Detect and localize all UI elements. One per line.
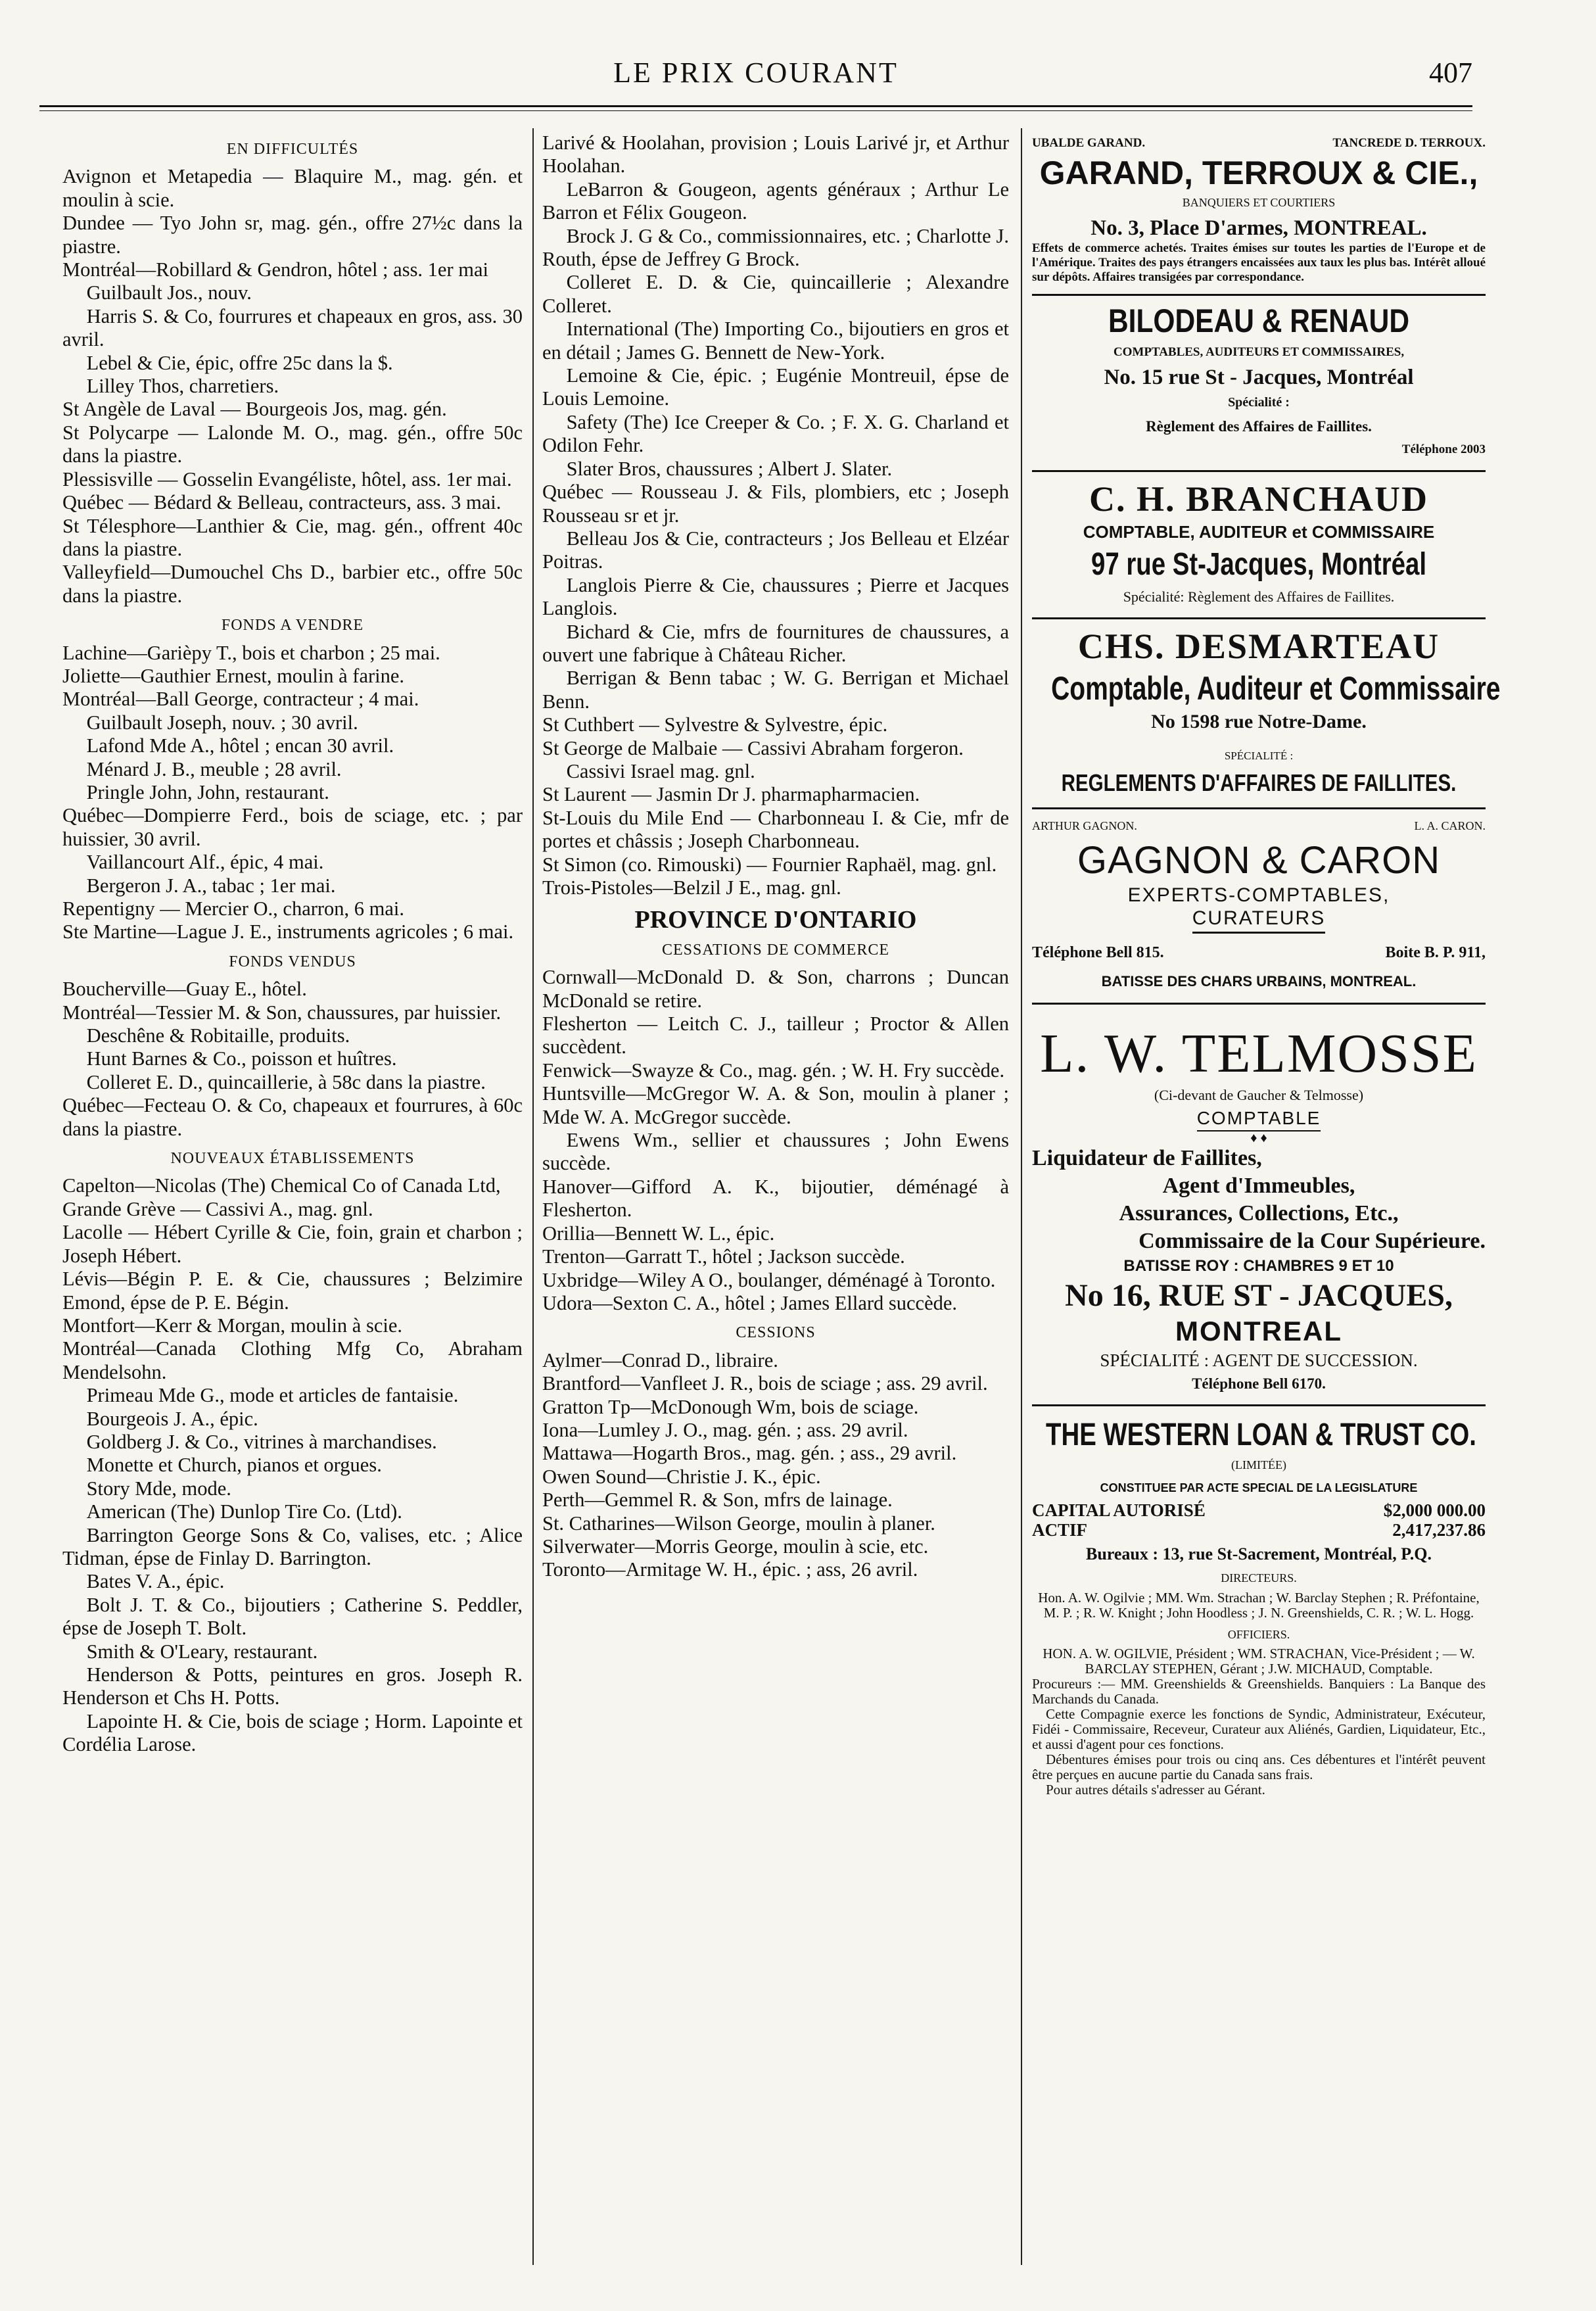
ad-line: Assurances, Collections, Etc., [1119,1201,1399,1226]
entry: Cornwall—McDonald D. & Son, charrons ; Duncan McDonald se retire. [542,966,1009,1012]
entry: LeBarron & Gougeon, agents généraux ; Arthur Le Barron et Félix Gougeon. [542,178,1009,224]
ad-title: THE WESTERN LOAN & TRUST CO. [1046,1417,1476,1452]
entry: Langlois Pierre & Cie, chaussures ; Pierre et Jacques Langlois. [542,573,1009,620]
ad-line: MONTREAL [1175,1315,1342,1346]
ad-branchaud [1032,472,1486,619]
ad-partner-right: TANCREDE D. TERROUX. [1332,136,1486,150]
column-divider [532,128,534,2265]
ad-title: C. H. BRANCHAUD [1089,479,1428,519]
entry: Brock J. G & Co., commissionnaires, etc. ; Charlotte J. Routh, épse de Jeffrey G Brock. [542,224,1009,271]
entry: Gratton Tp—McDonough Wm, bois de sciage. [542,1395,919,1418]
ad-text: Débentures émises pour trois ou cinq ans. Ces débentures et l'intérêt peuvent être perçues en aucune partie du Canada sans frais. [1032,1751,1486,1782]
entry: Aylmer—Conrad D., libraire. [542,1348,778,1371]
ad-ltd: (LIMITÉE) [1231,1458,1286,1471]
entry: St Télesphore—Lanthier & Cie, mag. gén., offrent 40c dans la piastre. [62,514,523,560]
entry: Uxbridge—Wiley A O., boulanger, déménagé à Toronto. [542,1268,996,1291]
entry: Boucherville—Guay E., hôtel. [62,978,307,1001]
ad-directors: Hon. A. W. Ogilvie ; MM. Wm. Strachan ; W. Barclay Stephen ; R. Préfontaine, M. P. ; R. W. Knight ; John Hoodless ; J. N. Greenshields, C. R. ; W. L. Hogg. [1038,1589,1480,1621]
ad-phone: Téléphone Bell 815. [1032,943,1164,961]
entry: Lapointe H. & Cie, bois de sciage ; Horm. Lapointe et Cordélia Larose. [62,1709,523,1756]
entry: Lafond Mde A., hôtel ; encan 30 avril. [86,734,394,757]
entry: Berrigan & Benn tabac ; W. G. Berrigan et Michael Benn. [542,667,1009,713]
ad-previous: (Ci-devant de Gaucher & Telmosse) [1154,1086,1364,1103]
section-heading: FONDS VENDUS [229,953,356,970]
entry: Montréal—Robillard & Gendron, hôtel ; ass. 1er mai [62,258,488,281]
section-heading: NOUVEAUX ÉTABLISSEMENTS [170,1150,415,1168]
entry: St Angèle de Laval — Bourgeois Jos, mag. gén. [62,398,447,421]
header-rule [39,105,1472,107]
ad-constitution: CONSTITUEE PAR ACTE SPECIAL DE LA LEGISLATURE [1100,1481,1418,1495]
ad-line: Agent d'Immeubles, [1162,1173,1355,1198]
ad-text: Pour autres détails s'adresser au Gérant. [1046,1781,1265,1798]
entry: Harris S. & Co, fourrures et chapeaux en gros, ass. 30 avril. [62,304,523,351]
entry: Ste Martine—Lague J. E., instruments agricoles ; 6 mai. [62,920,514,943]
section-heading: EN DIFFICULTÉS [226,141,359,158]
entry: Colleret E. D., quincaillerie, à 58c dans la piastre. [86,1070,486,1093]
ad-title: CHS. DESMARTEAU [1077,627,1440,667]
ad-garand-terroux [1032,131,1486,296]
ad-title: BILODEAU & RENAUD [1108,302,1410,339]
entry: Larivé & Hoolahan, provision ; Louis Larivé jr, et Arthur Hoolahan. [542,131,1009,178]
province-heading: PROVINCE D'ONTARIO [634,906,917,934]
entry: Lévis—Bégin P. E. & Cie, chaussures ; Belzimire Emond, épse de P. E. Bégin. [62,1268,523,1314]
entry: Hunt Barnes & Co., poisson et huîtres. [86,1047,397,1070]
entry: Brantford—Vanfleet J. R., bois de sciage ; ass. 29 avril. [542,1372,988,1395]
entry: St. Catharines—Wilson George, moulin à planer. [542,1512,935,1535]
ad-subtitle2: CURATEURS [1192,907,1325,933]
ad-address: No 1598 rue Notre-Dame. [1151,711,1367,733]
ad-partner-left: UBALDE GARAND. [1032,136,1146,150]
ad-gagnon-caron [1032,809,1486,1005]
ad-assets-label: ACTIF [1032,1519,1088,1540]
ad-desmarteau [1032,619,1501,809]
entry: Ewens Wm., sellier et chaussures ; John Ewens succède. [542,1129,1009,1175]
entry: Silverwater—Morris George, moulin à scie, etc. [542,1535,929,1558]
entry: Story Mde, mode. [86,1477,231,1500]
entry: Québec — Bédard & Belleau, contracteurs, ass. 3 mai. [62,491,502,514]
ad-specialty: REGLEMENTS D'AFFAIRES DE FAILLITES. [1061,769,1457,796]
entry: Bates V. A., épic. [86,1570,225,1593]
entry: Barrington George Sons & Co, valises, etc. ; Alice Tidman, épse de Finlay D. Barrington. [62,1523,523,1569]
entry: Bergeron J. A., tabac ; 1er mai. [86,874,336,897]
entry: Guilbault Joseph, nouv. ; 30 avril. [86,711,358,734]
entry: International (The) Importing Co., bijoutiers en gros et en détail ; James G. Bennett de New-York. [542,318,1009,364]
entry: Goldberg J. & Co., vitrines à marchandises. [86,1430,437,1453]
ad-partner-right: L. A. CARON. [1414,819,1486,832]
ad-specialty: Règlement des Affaires de Faillites. [1146,417,1372,435]
ad-box: Boite B. P. 911, [1385,943,1486,961]
ad-line: No 16, RUE ST - JACQUES, [1065,1277,1453,1313]
entry: Mattawa—Hogarth Bros., mag. gén. ; ass., 29 avril. [542,1442,957,1465]
ad-address: No. 3, Place D'armes, MONTREAL. [1091,216,1427,240]
column-divider [1021,128,1022,2265]
ad-subtitle: COMPTABLE, AUDITEUR et COMMISSAIRE [1083,522,1435,542]
ad-capital-label: CAPITAL AUTORISÉ [1032,1500,1206,1520]
ad-line: BATISSE ROY : CHAMBRES 9 ET 10 [1123,1256,1394,1275]
page-number: 407 [1429,57,1472,89]
entry: Lemoine & Cie, épic. ; Eugénie Montreuil, épse de Louis Lemoine. [542,364,1009,410]
entry: Pringle John, John, restaurant. [86,780,329,803]
ad-assets-value: 2,417,237.86 [1392,1519,1486,1540]
entry: Québec — Rousseau J. & Fils, plombiers, etc ; Joseph Rousseau sr et jr. [542,481,1009,527]
entry: St Polycarpe — Lalonde M. O., mag. gén., offre 50c dans la piastre. [62,421,523,467]
ad-subtitle: EXPERTS-COMPTABLES, [1127,884,1390,907]
entry: Repentigny — Mercier O., charron, 6 mai. [62,897,405,920]
section-heading: CESSATIONS DE COMMERCE [661,941,890,959]
ad-text: Effets de commerce achetés. Traites émises sur toutes les parties de l'Europe et de l'Amérique. Traites des pays étrangers encaissées aux taux les plus bas. Intérêt alloué sur dépôts. Affaires transigées par correspondance. [1032,241,1486,284]
entry: Lilley Thos, charretiers. [86,375,279,398]
ad-subtitle: COMPTABLES, AUDITEURS ET COMMISSAIRES, [1113,345,1405,359]
entry: Colleret E. D. & Cie, quincaillerie ; Alexandre Colleret. [542,271,1009,317]
entry: St Simon (co. Rimouski) — Fournier Raphaël, mag. gnl. [542,853,997,876]
ad-address: BATISSE DES CHARS URBAINS, MONTREAL. [1101,973,1417,990]
entry: Deschêne & Robitaille, produits. [86,1024,350,1047]
entry: Capelton—Nicolas (The) Chemical Co of Canada Ltd, [62,1174,501,1197]
ad-title: GARAND, TERROUX & CIE., [1039,155,1478,192]
entry: Valleyfield—Dumouchel Chs D., barbier etc., offre 50c dans la piastre. [62,561,523,607]
entry: Cassivi Israel mag. gnl. [566,759,755,782]
entry: Bolt J. T. & Co., bijoutiers ; Catherine S. Peddler, épse de Joseph T. Bolt. [62,1593,523,1640]
entry: Vaillancourt Alf., épic, 4 mai. [86,851,324,874]
ad-specialty-label: SPÉCIALITÉ : [1224,750,1294,763]
section-heading: CESSIONS [736,1324,816,1342]
entry: Dundee — Tyo John sr, mag. gén., offre 27½c dans la piastre. [62,212,523,258]
entry: Avignon et Metapedia — Blaquire M., mag. gén. et moulin à scie. [62,165,523,211]
entry: Trenton—Garratt T., hôtel ; Jackson succède. [542,1245,905,1268]
ad-line: Liquidateur de Faillites, [1032,1145,1262,1170]
entry: Monette et Church, pianos et orgues. [86,1454,382,1477]
entry: Henderson & Potts, peintures en gros. Joseph R. Henderson et Chs H. Potts. [62,1663,523,1709]
entry: Montréal—Canada Clothing Mfg Co, Abraham Mendelsohn. [62,1337,523,1383]
header-rule-thin [39,110,1472,111]
entry: Orillia—Bennett W. L., épic. [542,1222,775,1245]
ad-subtitle: COMPTABLE [1197,1107,1321,1131]
column-middle [542,131,1009,1582]
entry: Safety (The) Ice Creeper & Co. ; F. X. G. Charland et Odilon Fehr. [542,410,1009,457]
entry: Montréal—Ball George, contracteur ; 4 mai. [62,688,419,711]
entry: St-Louis du Mile End — Charbonneau I. & Cie, mfr de portes et châssis ; Joseph Charbonneau. [542,806,1009,853]
ad-bilodeau-renaud [1032,296,1486,473]
entry: Québec—Dompierre Ferd., bois de sciage, etc. ; par huissier, 30 avril. [62,804,523,850]
running-title: LE PRIX COURANT [613,57,899,89]
ad-line: Commissaire de la Cour Supérieure. [1138,1228,1486,1253]
entry: Lebel & Cie, épic, offre 25c dans la $. [86,351,393,374]
ad-phone: Téléphone Bell 6170. [1192,1375,1326,1392]
entry: Belleau Jos & Cie, contracteurs ; Jos Belleau et Elzéar Poitras. [542,527,1009,573]
entry: Trois-Pistoles—Belzil J E., mag. gnl. [542,876,841,899]
entry: American (The) Dunlop Tire Co. (Ltd). [86,1500,402,1523]
ad-text: Procureurs :— MM. Greenshields & Greenshields. Banquiers : La Banque des Marchands du Canada. [1032,1675,1486,1707]
ad-specialty: Spécialité: Règlement des Affaires de Faillites. [1123,588,1395,605]
ad-officers: HON. A. W. OGILVIE, Président ; WM. STRACHAN, Vice-Président ; — W. BARCLAY STEPHEN, Gérant ; J.W. MICHAUD, Comptable. [1043,1645,1475,1677]
ad-title: L. W. TELMOSSE [1040,1022,1478,1084]
page-header [39,56,1472,95]
column-ads [1032,131,1501,1798]
entry: Québec—Fecteau O. & Co, chapeaux et fourrures, à 60c dans la piastre. [62,1094,523,1140]
column-left [62,131,523,1757]
ad-telmosse [1032,1005,1486,1406]
section-heading: FONDS A VENDRE [221,617,364,634]
entry: Grande Grève — Cassivi A., mag. gnl. [62,1197,373,1220]
entry: Smith & O'Leary, restaurant. [86,1640,318,1663]
entry: Bichard & Cie, mfrs de fournitures de chaussures, a ouvert une fabrique à Château Richer. [542,620,1009,666]
ad-officers-heading: OFFICIERS. [1227,1627,1290,1641]
ad-specialty-label: Spécialité : [1228,395,1290,410]
entry: St Laurent — Jasmin Dr J. pharmapharmacien. [542,783,920,806]
entry: St Cuthbert — Sylvestre & Sylvestre, épic. [542,713,888,736]
ad-subtitle: BANQUIERS ET COURTIERS [1182,196,1336,210]
entry: Lacolle — Hébert Cyrille & Cie, foin, grain et charbon ; Joseph Hébert. [62,1221,523,1267]
entry: St George de Malbaie — Cassivi Abraham forgeron. [542,736,964,759]
entry: Montréal—Tessier M. & Son, chaussures, par huissier. [62,1001,502,1024]
ad-title: GAGNON & CARON [1077,839,1441,882]
ad-address: No. 15 rue St - Jacques, Montréal [1104,366,1414,390]
entry: Joliette—Gauthier Ernest, moulin à farine. [62,664,405,687]
ad-subtitle: Comptable, Auditeur et Commissaire [1051,670,1501,707]
ad-capital-value: $2,000 000.00 [1383,1500,1486,1520]
ad-phone: Téléphone 2003 [1401,442,1486,457]
ad-address: 97 rue St-Jacques, Montréal [1091,546,1427,582]
entry: Ménard J. B., meuble ; 28 avril. [86,757,342,780]
entry: Montfort—Kerr & Morgan, moulin à scie. [62,1314,402,1337]
ad-line: SPÉCIALITÉ : AGENT DE SUCCESSION. [1100,1350,1418,1370]
entry: Udora—Sexton C. A., hôtel ; James Ellard succède. [542,1291,958,1314]
entry: Lachine—Garièpy T., bois et charbon ; 25 mai. [62,641,440,664]
ad-western-loan [1032,1406,1486,1798]
entry: Perth—Gemmel R. & Son, mfrs de lainage. [542,1489,893,1512]
entry: Iona—Lumley J. O., mag. gén. ; ass. 29 avril. [542,1418,908,1441]
entry: Hanover—Gifford A. K., bijoutier, déménagé à Flesherton. [542,1175,1009,1222]
entry: Slater Bros, chaussures ; Albert J. Slater. [566,457,893,480]
entry: Toronto—Armitage W. H., épic. ; ass, 26 avril. [542,1558,918,1581]
entry: Primeau Mde G., mode et articles de fantaisie. [86,1384,459,1407]
entry: Guilbault Jos., nouv. [86,281,252,304]
entry: Flesherton — Leitch C. J., tailleur ; Proctor & Allen succèdent. [542,1013,1009,1059]
entry: Plessisville — Gosselin Evangéliste, hôtel, ass. 1er mai. [62,467,512,490]
ad-ornament: ♦ ♦ [1250,1130,1267,1145]
ad-text: Cette Compagnie exerce les fonctions de Syndic, Administrateur, Exécuteur, Fidéi - Commissaire, Receveur, Curateur aux Aliénés, Gardien, Liquidateur, Etc., et aussi d'agent pour ces fonctions. [1032,1705,1486,1752]
entry: Owen Sound—Christie J. K., épic. [542,1465,821,1488]
entry: Fenwick—Swayze & Co., mag. gén. ; W. H. Fry succède. [542,1059,1005,1082]
entry: Huntsville—McGregor W. A. & Son, moulin à planer ; Mde W. A. McGregor succède. [542,1082,1009,1128]
ad-partner-left: ARTHUR GAGNON. [1032,819,1137,832]
ad-directors-heading: DIRECTEURS. [1221,1571,1297,1585]
entry: Bourgeois J. A., épic. [86,1407,258,1430]
ad-office: Bureaux : 13, rue St-Sacrement, Montréal, P.Q. [1086,1544,1432,1563]
